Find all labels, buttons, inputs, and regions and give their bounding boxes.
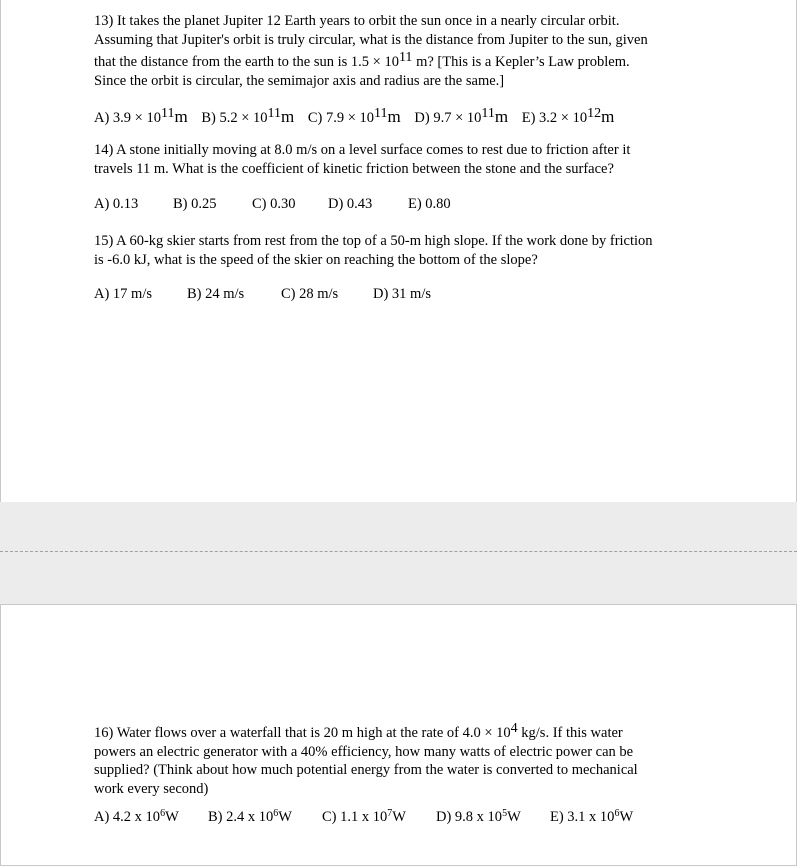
q16-line-4: work every second) — [94, 780, 209, 797]
question-13 — [94, 12, 714, 90]
page-break-line — [0, 551, 797, 552]
q13-choice-d: D) $9.7 \times 10^{11}m$ — [414, 106, 509, 126]
q16-line-3: supplied? (Think about how much potential energy from the water is converted to mechanical — [94, 762, 638, 779]
page-gap — [0, 502, 797, 604]
q13-line-2: Assuming that Jupiter's orbit is truly circular, what is the distance from Jupiter to the sun, given — [94, 31, 648, 48]
q13-exponent: 11 — [398, 50, 413, 66]
q14-choice-a: A) 0.13 — [94, 196, 139, 212]
q15-choice-d: D) 31 m/s — [373, 286, 431, 302]
q16-choice-e: E) 3.1 x $10^6W$ — [550, 808, 634, 825]
q16-line-2: powers an electric generator with a 40% efficiency, how many watts of electric power can be — [94, 743, 634, 760]
q16-exponent: 4 — [510, 721, 518, 736]
q14-choice-c: C) 0.30 — [252, 196, 296, 212]
q15-choice-b: B) 24 m/s — [187, 286, 245, 302]
q13-choice-e: E) $3.2 \times 10^{12}m$ — [521, 106, 615, 126]
q15-line-2: is -6.0 kJ, what is the speed of the skier on reaching the bottom of the slope? — [94, 251, 538, 268]
q13-line-1: 13) It takes the planet Jupiter 12 Earth years to orbit the sun once in a nearly circular orbit. — [94, 13, 620, 29]
question-15 — [94, 232, 734, 269]
q13-choice-a: A) $3.9 \times 10^{11}m$ — [94, 106, 188, 126]
q13-choices — [94, 106, 614, 127]
q15-choice-a: A) 17 m/s — [94, 286, 152, 302]
q16-choice-a: A) 4.2 x $10^6W$ — [94, 808, 179, 825]
q13-choice-c: C) $7.9 \times 10^{11}m$ — [307, 106, 401, 126]
q16-choices — [94, 808, 633, 826]
q14-line-1: 14) A stone initially moving at 8.0 m/s on a level surface comes to rest due to friction after it — [94, 142, 631, 158]
q16-choice-c: C) 1.1 x $10^7W$ — [322, 808, 406, 825]
q14-choice-b: B) 0.25 — [173, 196, 217, 212]
question-14 — [94, 141, 714, 178]
q15-line-1: 15) A 60-kg skier starts from rest from the top of a 50-m high slope. If the work done by friction — [94, 233, 653, 249]
q14-line-2: travels 11 m. What is the coefficient of kinetic friction between the stone and the surface? — [94, 160, 614, 177]
q16-choice-d: D) 9.8 x $10^5W$ — [436, 808, 521, 825]
q14-choice-d: D) 0.43 — [328, 196, 373, 212]
q13-line-4: Since the orbit is circular, the semimajor axis and radius are the same.] — [94, 72, 505, 89]
q16-line-1: 16) Water flows over a waterfall that is 20 m high at the rate of $4.0 \times 10^4$ kg/s. If this water — [94, 721, 623, 741]
q13-line-3: that the distance from the earth to the sun is $1.5 \times 10^{11}$ m? [This is a Kepler’s Law problem. — [94, 50, 630, 71]
q14-choices — [94, 196, 451, 213]
q14-choice-e: E) 0.80 — [408, 196, 451, 212]
q15-choice-c: C) 28 m/s — [281, 286, 339, 302]
q15-choices — [94, 286, 431, 303]
question-16 — [94, 720, 724, 798]
q16-choice-b: B) 2.4 x $10^6W$ — [208, 808, 292, 825]
q13-choice-b: B) $5.2 \times 10^{11}m$ — [201, 106, 295, 126]
